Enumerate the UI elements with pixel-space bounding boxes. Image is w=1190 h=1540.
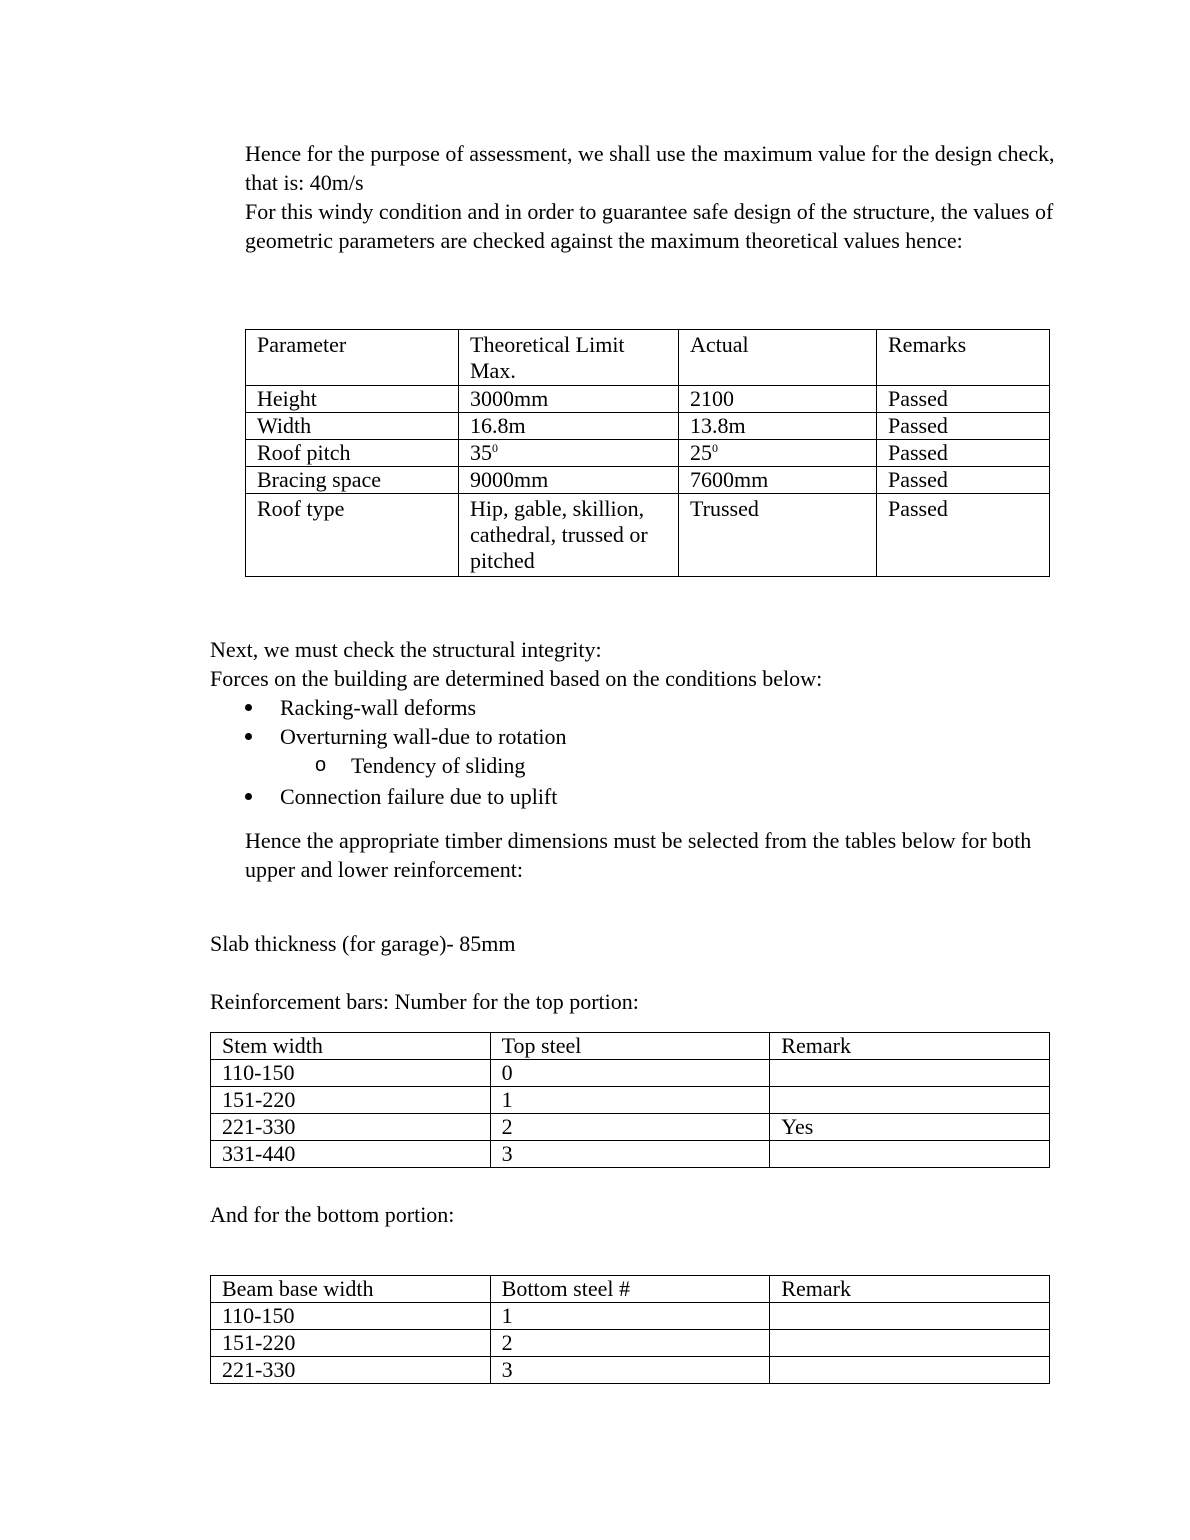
cell: 7600mm xyxy=(679,467,877,494)
cell: 151-220 xyxy=(211,1087,491,1114)
header-cell: Remarks xyxy=(877,330,1050,386)
table-row xyxy=(211,1141,1050,1168)
cell: 3000mm xyxy=(459,386,679,413)
cell: 2 xyxy=(490,1330,770,1357)
sub-list-item xyxy=(210,751,567,782)
cell: 13.8m xyxy=(679,413,877,440)
table-row xyxy=(211,1060,1050,1087)
table-row xyxy=(246,467,1050,494)
cell: Passed xyxy=(877,440,1050,467)
table-row xyxy=(246,386,1050,413)
table-row xyxy=(211,1087,1050,1114)
list-item xyxy=(210,693,567,722)
top-steel-table xyxy=(210,1032,1050,1168)
cell: Bracing space xyxy=(246,467,459,494)
list-item-text: Racking-wall deforms xyxy=(280,695,477,720)
header-cell: Remark xyxy=(770,1276,1050,1303)
cell: Height xyxy=(246,386,459,413)
table-row xyxy=(211,1357,1050,1384)
cell: 1 xyxy=(490,1087,770,1114)
cell: Passed xyxy=(877,386,1050,413)
table-header-row xyxy=(211,1033,1050,1060)
cell: 16.8m xyxy=(459,413,679,440)
integrity-line-1: Next, we must check the structural integrity: xyxy=(210,637,602,662)
conditions-list xyxy=(210,693,567,811)
cell-value: 25 xyxy=(690,440,712,465)
intro-paragraph xyxy=(245,139,1055,255)
integrity-line-2: Forces on the building are determined based on the conditions below: xyxy=(210,666,823,691)
cell: Roof type xyxy=(246,494,459,577)
header-cell: Stem width xyxy=(211,1033,491,1060)
table-row xyxy=(211,1303,1050,1330)
table-header-row xyxy=(246,330,1050,386)
header-cell: Parameter xyxy=(246,330,459,386)
cell: Passed xyxy=(877,467,1050,494)
table-row xyxy=(246,494,1050,577)
cell xyxy=(679,440,877,467)
bullet-icon xyxy=(245,733,252,740)
cell: 2100 xyxy=(679,386,877,413)
parameter-table xyxy=(245,329,1050,577)
cell: 9000mm xyxy=(459,467,679,494)
cell: 221-330 xyxy=(211,1114,491,1141)
cell: Passed xyxy=(877,494,1050,577)
header-cell: Beam base width xyxy=(211,1276,491,1303)
table-row xyxy=(246,440,1050,467)
slab-thickness-text: Slab thickness (for garage)- 85mm xyxy=(210,931,516,956)
cell: Roof pitch xyxy=(246,440,459,467)
cell: 0 xyxy=(490,1060,770,1087)
cell xyxy=(770,1357,1050,1384)
cell: Yes xyxy=(770,1114,1050,1141)
top-portion-intro: Reinforcement bars: Number for the top portion: xyxy=(210,989,639,1014)
cell: 1 xyxy=(490,1303,770,1330)
cell: 2 xyxy=(490,1114,770,1141)
cell: Passed xyxy=(877,413,1050,440)
cell: 3 xyxy=(490,1141,770,1168)
intro-line-1: Hence for the purpose of assessment, we shall use the maximum value for the design check, that is: 40m/s xyxy=(245,141,1055,195)
header-cell: Remark xyxy=(770,1033,1050,1060)
list-item xyxy=(210,722,567,751)
sub-bullet-icon: o xyxy=(315,754,327,776)
header-cell: Bottom steel # xyxy=(490,1276,770,1303)
cell xyxy=(770,1060,1050,1087)
table-header-row xyxy=(211,1276,1050,1303)
cell xyxy=(770,1087,1050,1114)
cell xyxy=(770,1303,1050,1330)
conclusion-paragraph: Hence the appropriate timber dimensions must be selected from the tables below for both upper and lower reinforcement: xyxy=(245,828,1032,882)
list-item-text: Connection failure due to uplift xyxy=(280,784,558,809)
cell-value: 35 xyxy=(470,440,492,465)
cell: Hip, gable, skillion, cathedral, trussed or pitched xyxy=(459,494,679,577)
header-cell: Top steel xyxy=(490,1033,770,1060)
header-cell: Actual xyxy=(679,330,877,386)
list-item-text: Tendency of sliding xyxy=(351,753,526,778)
list-item-text: Overturning wall-due to rotation xyxy=(280,724,567,749)
bottom-portion-intro: And for the bottom portion: xyxy=(210,1202,455,1227)
table-row xyxy=(246,413,1050,440)
superscript: 0 xyxy=(492,441,498,455)
cell: Trussed xyxy=(679,494,877,577)
table-row xyxy=(211,1114,1050,1141)
cell: 151-220 xyxy=(211,1330,491,1357)
cell: 110-150 xyxy=(211,1303,491,1330)
bottom-steel-table xyxy=(210,1275,1050,1384)
table-row xyxy=(211,1330,1050,1357)
cell xyxy=(770,1141,1050,1168)
intro-line-2: For this windy condition and in order to guarantee safe design of the structure, the values of geometric parameters are checked against the maximum theoretical values hence: xyxy=(245,199,1054,253)
cell xyxy=(770,1330,1050,1357)
bullet-icon xyxy=(245,704,252,711)
cell: 110-150 xyxy=(211,1060,491,1087)
cell: Width xyxy=(246,413,459,440)
superscript: 0 xyxy=(712,441,718,455)
cell: 221-330 xyxy=(211,1357,491,1384)
cell: 3 xyxy=(490,1357,770,1384)
bullet-icon xyxy=(245,793,252,800)
header-cell: Theoretical Limit Max. xyxy=(459,330,679,386)
list-item xyxy=(210,782,567,811)
cell: 331-440 xyxy=(211,1141,491,1168)
cell xyxy=(459,440,679,467)
